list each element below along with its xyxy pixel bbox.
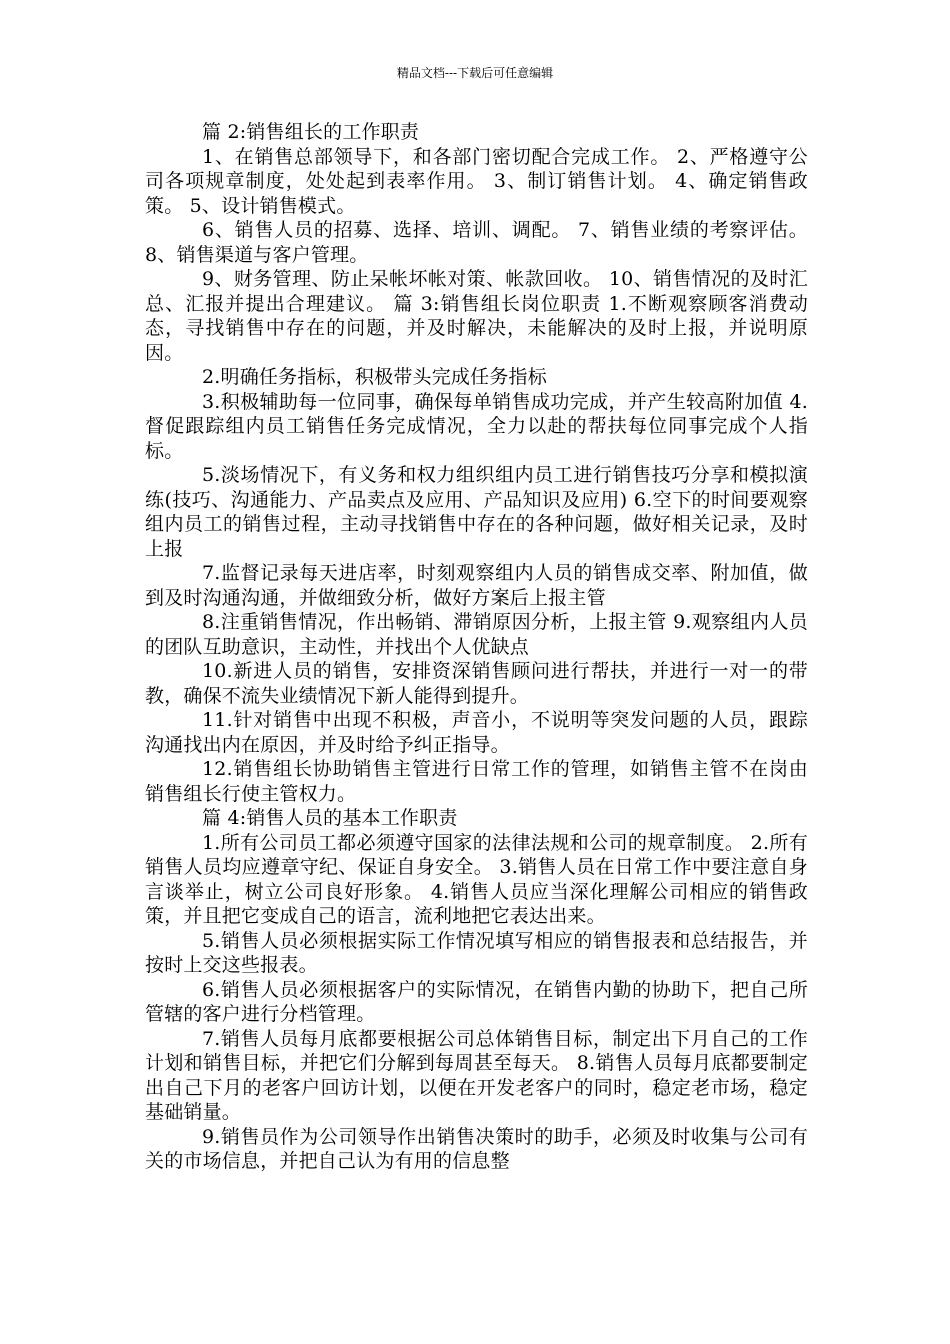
paragraph: 6.销售人员必须根据客户的实际情况，在销售内勤的协助下，把自己所管辖的客户进行分档管理。 [145, 978, 808, 1025]
paragraph: 11.针对销售中出现不积极，声音小，不说明等突发问题的人员，跟踪沟通找出内在原因，并及时给予纠正指导。 [145, 709, 808, 756]
page-header: 精品文档---下载后可任意编辑 [396, 66, 554, 80]
paragraph: 2.明确任务指标，积极带头完成任务指标 [202, 366, 547, 388]
paragraph: 8.注重销售情况，作出畅销、滞销原因分析，上报主管 9.观察组内人员的团队互助意识，主动性，并找出个人优缺点 [145, 611, 808, 658]
paragraph: 12.销售组长协助销售主管进行日常工作的管理，如销售主管不在岗由销售组长行使主管权力。 [145, 758, 808, 805]
document-body [145, 120, 808, 1174]
paragraph: 7.销售人员每月底都要根据公司总体销售目标，制定出下月自己的工作计划和销售目标，并把它们分解到每周甚至每天。 8.销售人员每月底都要制定出自己下月的老客户回访计划，以便在开发老客户的同时，稳定老市场，稳定基础销量。 [145, 1027, 808, 1123]
paragraph: 1.所有公司员工都必须遵守国家的法律法规和公司的规章制度。 2.所有销售人员均应遵章守纪、保证自身安全。 3.销售人员在日常工作中要注意自身言谈举止，树立公司良好形象。 4.销售人员应当深化理解公司相应的销售政策，并且把它变成自己的语言，流利地把它表达出来。 [145, 831, 808, 927]
section-heading: 篇 4:销售人员的基本工作职责 [202, 807, 458, 829]
section-heading: 篇 2:销售组长的工作职责 [202, 121, 420, 143]
paragraph: 6、销售人员的招募、选择、培训、调配。 7、销售业绩的考察评估。 8、销售渠道与客户管理。 [145, 219, 808, 266]
paragraph: 9.销售员作为公司领导作出销售决策时的助手，必须及时收集与公司有关的市场信息，并把自己认为有用的信息整 [145, 1125, 808, 1172]
paragraph: 7.监督记录每天进店率，时刻观察组内人员的销售成交率、附加值，做到及时沟通沟通，并做细致分析，做好方案后上报主管 [145, 562, 808, 609]
paragraph: 5.淡场情况下，有义务和权力组织组内员工进行销售技巧分享和模拟演练(技巧、沟通能力、产品卖点及应用、产品知识及应用) 6.空下的时间要观察组内员工的销售过程，主动寻找销售中存在的各种问题，做好相关记录，及时上报 [145, 464, 808, 560]
paragraph: 10.新进人员的销售，安排资深销售顾问进行帮扶，并进行一对一的带教，确保不流失业绩情况下新人能得到提升。 [145, 660, 808, 707]
paragraph: 9、财务管理、防止呆帐坏帐对策、帐款回收。 10、销售情况的及时汇总、汇报并提出合理建议。 篇 3:销售组长岗位职责 1.不断观察顾客消费动态，寻找销售中存在的问题，并及时解决，未能解决的及时上报，并说明原因。 [145, 268, 808, 364]
paragraph: 3.积极辅助每一位同事，确保每单销售成功完成，并产生较高附加值 4.督促跟踪组内员工销售任务完成情况，全力以赴的帮扶每位同事完成个人指标。 [145, 390, 808, 462]
paragraph: 1、在销售总部领导下，和各部门密切配合完成工作。 2、严格遵守公司各项规章制度，处处起到表率作用。 3、制订销售计划。 4、确定销售政策。 5、设计销售模式。 [145, 145, 808, 217]
paragraph: 5.销售人员必须根据实际工作情况填写相应的销售报表和总结报告，并按时上交这些报表。 [145, 929, 808, 976]
